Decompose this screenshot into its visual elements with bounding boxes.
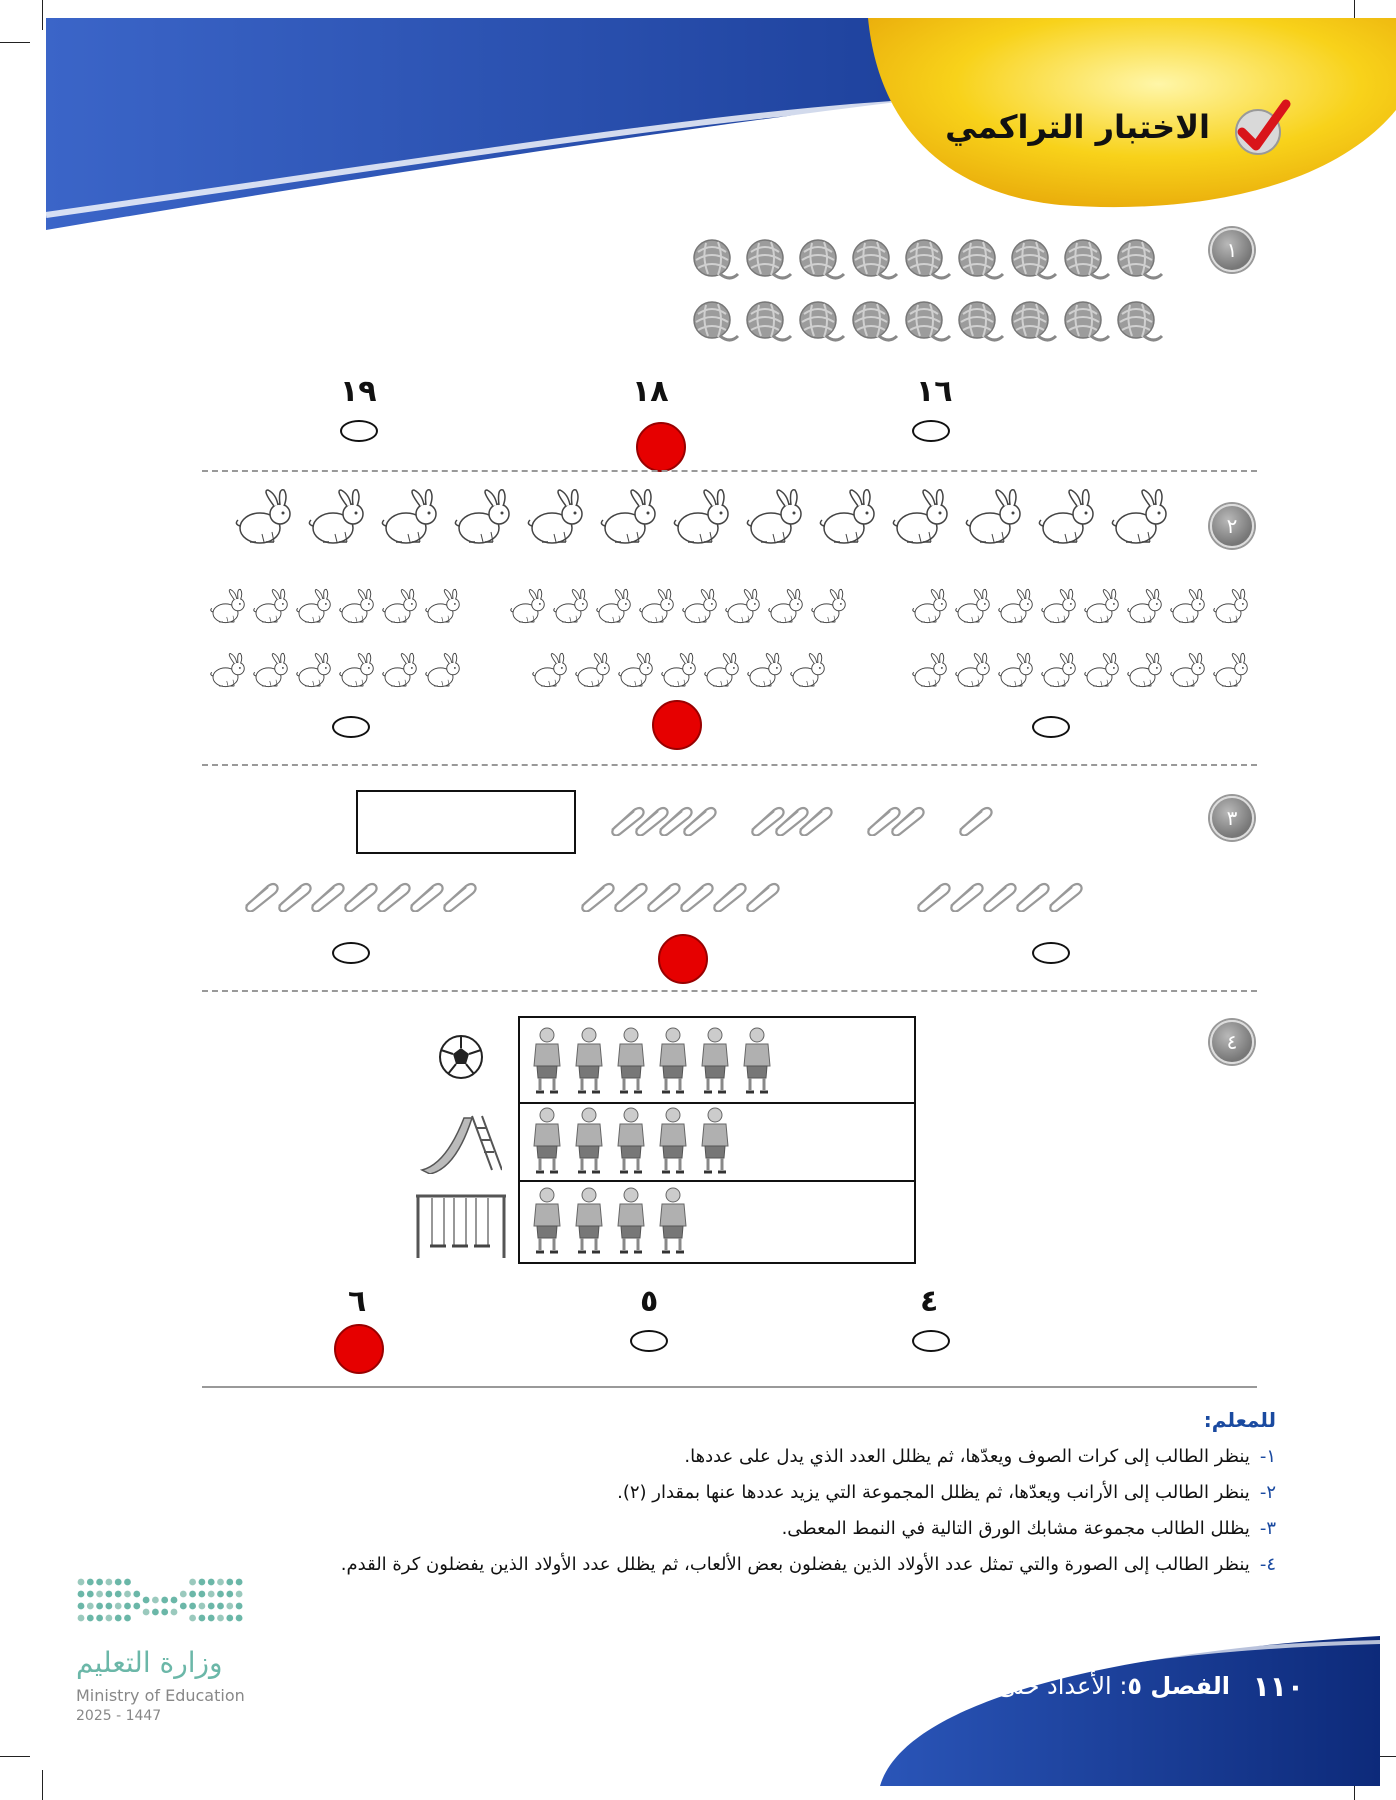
logo-dot [189,1591,196,1598]
rabbit-icon [662,653,696,686]
paperclip-icon [660,808,692,836]
rabbit-icon [382,490,436,543]
logo-dot [208,1615,215,1622]
answer-bubble[interactable] [332,716,370,738]
rabbit-icon [748,653,782,686]
yarn-ball-icon [747,240,791,278]
rabbit-icon [893,490,947,543]
paperclip-icon [615,884,647,912]
logo-dot [115,1603,122,1610]
rabbit-icon [619,653,653,686]
logo-dot [152,1597,159,1604]
answer-box[interactable] [356,790,576,854]
logo-dot [133,1603,140,1610]
logo-dot [226,1603,233,1610]
answer-option: ٥ [640,1284,659,1319]
logo-dot [199,1579,206,1586]
yarn-balls-group [690,238,1170,354]
rabbit-icon [1171,589,1205,622]
ministry-name-en: Ministry of Education [76,1686,245,1705]
logo-dot [143,1609,150,1616]
logo-dot [180,1591,187,1598]
logo-dot [115,1615,122,1622]
rabbit-icon [455,490,509,543]
logo-dot [171,1609,178,1616]
note-index: ٤- [1259,1554,1276,1575]
paperclip-icon [1017,884,1049,912]
paperclip-icon [684,808,716,836]
check-icon [1228,96,1292,160]
chapter-title: : الأعداد حتى ٢٠ [963,1672,1128,1700]
rabbit-icon [791,653,825,686]
yarn-ball-icon [1012,302,1056,340]
paperclip-icon [636,808,668,836]
logo-dot [189,1603,196,1610]
paperclip-icon [892,808,924,836]
rabbit-icon [340,589,374,622]
answer-bubble[interactable] [1032,716,1070,738]
rabbit-group-left [208,588,478,702]
yarn-ball-icon [853,240,897,278]
logo-dot [115,1579,122,1586]
paperclip-icon [411,884,443,912]
answer-bubble[interactable] [912,1330,950,1352]
logo-dot [124,1603,131,1610]
paperclip-icon [776,808,808,836]
paperclip-icon [444,884,476,912]
logo-dot [106,1579,113,1586]
yarn-ball-icon [959,302,1003,340]
logo-dot [236,1603,243,1610]
paperclip-group-middle [576,876,806,930]
yarn-ball-icon [694,302,738,340]
rabbit-icon [528,490,582,543]
yarn-ball-icon [747,302,791,340]
paperclip-icon [752,808,784,836]
boy-icon [618,1108,644,1172]
rabbit-icon [1085,589,1119,622]
logo-dot [87,1615,94,1622]
rabbit-icon [999,589,1033,622]
rabbit-icon [1214,653,1248,686]
rabbit-icon [554,589,588,622]
paperclip-icon [951,884,983,912]
logo-dot [78,1603,85,1610]
logo-dot [124,1579,131,1586]
football-icon [438,1034,484,1080]
rabbit-icon [254,589,288,622]
boy-icon [660,1188,686,1252]
rabbit-icon [1039,490,1093,543]
yarn-ball-icon [906,240,950,278]
paperclip-icon [918,884,950,912]
rabbit-icon [254,653,288,686]
rabbit-icon [211,589,245,622]
answer-option: ٤ [920,1284,939,1319]
logo-dot [199,1615,206,1622]
rabbit-group-middle [508,588,858,702]
logo-dot [199,1591,206,1598]
rabbit-icon [769,589,803,622]
paperclip-icon [279,884,311,912]
answer-bubble[interactable] [630,1330,668,1352]
rabbit-icon [1042,589,1076,622]
answer-option: ١٨ [632,374,669,409]
logo-dot [143,1597,150,1604]
yarn-ball-icon [694,240,738,278]
divider [202,990,1257,992]
logo-dot [106,1603,113,1610]
answer-bubble[interactable] [912,420,950,442]
rabbit-icon [297,653,331,686]
note-text: ينظر الطالب إلى كرات الصوف ويعدّها، ثم يظلل العدد الذي يدل على عددها. [684,1446,1250,1467]
logo-dot [152,1609,159,1616]
boy-icon [618,1188,644,1252]
logo-dot [171,1597,178,1604]
yarn-ball-icon [1065,240,1109,278]
paperclip-icon [747,884,779,912]
logo-dot [133,1591,140,1598]
teacher-note [684,1446,1276,1467]
paperclip-group-left [240,876,510,930]
paperclip-icon [714,884,746,912]
separator-line [202,1386,1257,1388]
boy-icon [576,1188,602,1252]
rabbit-icon [913,653,947,686]
answer-bubble-selected[interactable] [658,934,708,984]
logo-dot [115,1591,122,1598]
logo-dot [124,1615,131,1622]
rabbit-icon [601,490,655,543]
logo-dot [236,1591,243,1598]
rabbit-icon [236,490,290,543]
rabbit-icon [674,490,728,543]
yarn-ball-icon [1065,302,1109,340]
logo-dot [217,1603,224,1610]
question-number: ٢ [1210,504,1254,548]
page-title: الاختبار التراكمي [945,108,1210,146]
logo-dot [226,1615,233,1622]
picture-graph [518,1016,916,1264]
chapter-label [964,1672,1230,1700]
logo-dot [78,1579,85,1586]
boy-icon [534,1188,560,1252]
rabbit-icon [383,653,417,686]
answer-bubble-selected[interactable] [636,422,686,472]
rabbit-icon [383,589,417,622]
answer-bubble[interactable] [332,942,370,964]
rabbit-icon [1171,653,1205,686]
boy-icon [534,1028,560,1092]
slide-icon [416,1108,502,1174]
paperclip-icon [681,884,713,912]
rabbit-icon [309,490,363,543]
teacher-notes-heading: للمعلم: [1203,1408,1276,1432]
logo-dot [217,1579,224,1586]
logo-dot [217,1615,224,1622]
teacher-note [617,1482,1276,1503]
note-text: ينظر الطالب إلى الصورة والتي تمثل عدد الأولاد الذين يفضلون بعض الألعاب، ثم يظلل عدد الأولاد الذين يفضلون كرة القدم. [340,1554,1250,1575]
rabbit-icon [705,653,739,686]
logo-dot [96,1579,103,1586]
yarn-ball-icon [1118,240,1162,278]
logo-dot [78,1615,85,1622]
boy-icon [702,1028,728,1092]
boy-icon [576,1028,602,1092]
logo-dot [189,1615,196,1622]
logo-dot [96,1615,103,1622]
rabbit-icon [1214,589,1248,622]
rabbit-icon [812,589,846,622]
yarn-ball-icon [800,302,844,340]
logo-dot [96,1603,103,1610]
paperclip-icon [868,808,900,836]
note-index: ١- [1259,1446,1276,1467]
paperclip-icon [800,808,832,836]
logo-dot [96,1591,103,1598]
question-number: ٣ [1210,796,1254,840]
answer-bubble[interactable] [340,420,378,442]
logo-dot [106,1615,113,1622]
rabbit-icon [726,589,760,622]
rabbit-group-right [910,588,1260,702]
paperclip-icon [345,884,377,912]
boy-icon [576,1108,602,1172]
answer-option: ١٦ [916,374,953,409]
yarn-ball-icon [1118,302,1162,340]
rabbit-icon [1112,490,1166,543]
ministry-year: 2025 - 1447 [76,1708,162,1724]
rabbit-icon [999,653,1033,686]
boy-icon [534,1108,560,1172]
rabbit-icon [966,490,1020,543]
logo-dot [208,1591,215,1598]
rabbit-icon [1128,589,1162,622]
page-number: ١١٠ [1252,1670,1304,1703]
rabbit-icon [340,653,374,686]
rabbit-icon [820,490,874,543]
yarn-ball-icon [800,240,844,278]
rabbit-icon [597,589,631,622]
paperclip-icon [960,808,992,836]
rabbits-row [232,488,1192,560]
rabbit-icon [511,589,545,622]
logo-dot [124,1591,131,1598]
boy-icon [660,1028,686,1092]
logo-dot [161,1609,168,1616]
rabbit-icon [747,490,801,543]
swing-icon [412,1192,510,1260]
boy-icon [618,1028,644,1092]
answer-option: ٦ [348,1284,367,1319]
answer-option: ١٩ [340,374,377,409]
rabbit-icon [576,653,610,686]
answer-bubble-selected[interactable] [652,700,702,750]
yarn-ball-icon [906,302,950,340]
logo-dot [199,1603,206,1610]
logo-dot [87,1603,94,1610]
note-text: ينظر الطالب إلى الأرانب ويعدّها، ثم يظلل المجموعة التي يزيد عددها عنها بمقدار (٢). [617,1482,1250,1503]
paperclip-icon [378,884,410,912]
rabbit-icon [683,589,717,622]
rabbit-icon [1085,653,1119,686]
logo-dot [217,1591,224,1598]
logo-dot [236,1615,243,1622]
divider [202,470,1257,472]
logo-dot [208,1579,215,1586]
paperclip-pattern [606,800,1176,854]
logo-dot [78,1591,85,1598]
paperclip-icon [582,884,614,912]
logo-dot [106,1591,113,1598]
paperclip-icon [612,808,644,836]
yarn-ball-icon [959,240,1003,278]
rabbit-icon [1042,653,1076,686]
rabbit-icon [640,589,674,622]
teacher-note [341,1554,1276,1575]
chapter-number: الفصل ٥ [1127,1672,1230,1700]
logo-dot [87,1591,94,1598]
question-number: ٤ [1210,1020,1254,1064]
rabbit-icon [426,589,460,622]
paperclip-group-right [912,876,1112,930]
rabbit-icon [913,589,947,622]
note-index: ٢- [1259,1482,1276,1503]
paperclip-icon [648,884,680,912]
rabbit-icon [426,653,460,686]
logo-dot [180,1603,187,1610]
ministry-name-ar: وزارة التعليم [76,1646,223,1679]
logo-dot [161,1597,168,1604]
note-index: ٣- [1259,1518,1276,1539]
yarn-ball-icon [853,302,897,340]
paperclip-icon [1050,884,1082,912]
rabbit-icon [297,589,331,622]
answer-bubble[interactable] [1032,942,1070,964]
logo-dot [87,1579,94,1586]
teacher-note [782,1518,1276,1539]
question-number: ١ [1210,228,1254,272]
paperclip-icon [246,884,278,912]
boy-icon [660,1108,686,1172]
logo-dot [236,1579,243,1586]
logo-dot [189,1579,196,1586]
paperclip-icon [984,884,1016,912]
divider [202,764,1257,766]
rabbit-icon [1128,653,1162,686]
logo-dot [226,1591,233,1598]
logo-dot [208,1603,215,1610]
answer-bubble-selected[interactable] [334,1324,384,1374]
boy-icon [744,1028,770,1092]
rabbit-icon [956,589,990,622]
note-text: يظلل الطالب مجموعة مشابك الورق التالية في النمط المعطى. [781,1518,1250,1539]
boy-icon [702,1108,728,1172]
paperclip-icon [312,884,344,912]
ministry-logo-icon [76,1576,248,1636]
logo-dot [226,1579,233,1586]
yarn-ball-icon [1012,240,1056,278]
rabbit-icon [533,653,567,686]
rabbit-icon [956,653,990,686]
rabbit-icon [211,653,245,686]
